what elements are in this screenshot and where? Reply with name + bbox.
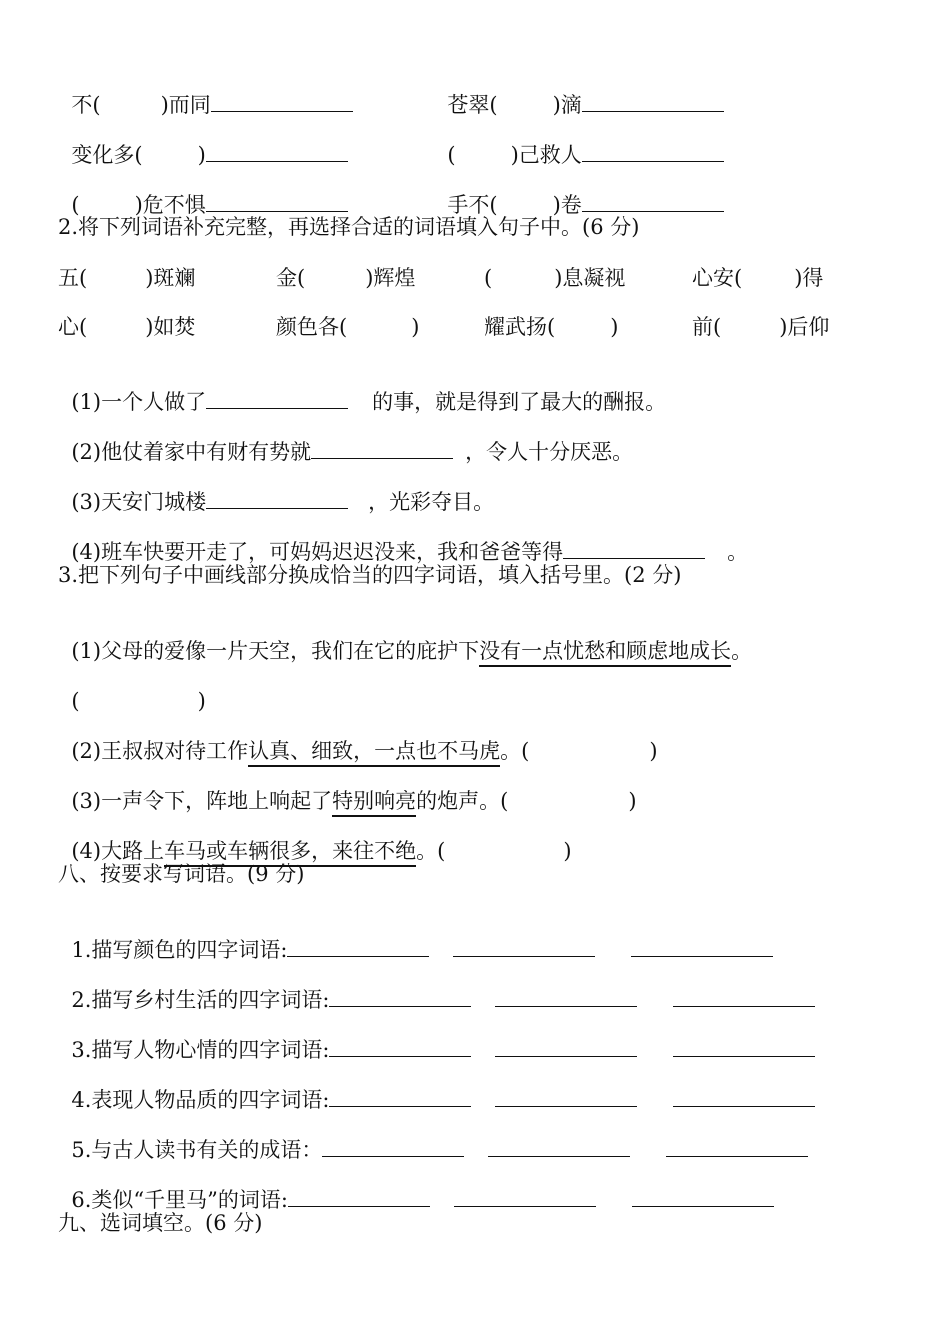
text: (4)大路上 (71, 839, 165, 863)
text: 。( (500, 739, 530, 763)
text: ) (197, 689, 206, 713)
text: 金( (276, 266, 306, 290)
idiom-item (434, 116, 724, 168)
text: )而同 (160, 93, 211, 117)
text: ( (484, 266, 493, 290)
answer-blank[interactable] (673, 1088, 815, 1107)
text: 。 (731, 639, 753, 663)
text: ) (649, 739, 658, 763)
answer-blank[interactable] (206, 143, 348, 162)
idiom-item (58, 314, 195, 340)
text: 1.描写颜色的四字词语: (71, 938, 288, 962)
idiom-item (58, 66, 353, 118)
text: )得 (794, 266, 824, 290)
underlined-phrase: 特别响亮 (332, 789, 416, 817)
rewrite-sentence (58, 712, 658, 764)
idiom-item (276, 265, 415, 291)
text: 变化多( (71, 143, 143, 167)
answer-blank[interactable] (206, 490, 348, 509)
answer-blank[interactable] (582, 193, 724, 212)
text: (1)父母的爱像一片天空，我们在它的庇护下 (71, 639, 480, 663)
text: )己救人 (510, 143, 582, 167)
text: ) (610, 315, 619, 339)
write-words-row (58, 911, 773, 963)
answer-blank[interactable] (329, 1088, 471, 1107)
text: )滴 (552, 93, 582, 117)
text: ( (71, 689, 80, 713)
answer-blank[interactable] (582, 93, 724, 112)
answer-blank[interactable] (287, 938, 429, 957)
text: ( (71, 193, 80, 217)
text: (2)王叔叔对待工作 (71, 739, 249, 763)
write-words-row (58, 1011, 815, 1063)
section-title: 八、按要求写词语。(9 分) (58, 862, 305, 886)
fill-sentence (58, 513, 748, 565)
write-words-row (58, 961, 815, 1013)
text: ，光彩夺目。 (368, 490, 495, 514)
answer-blank[interactable] (454, 1188, 596, 1207)
text: 的炮声。( (416, 789, 509, 813)
answer-blank[interactable] (582, 143, 724, 162)
text: 心安( (692, 266, 743, 290)
write-words-row (58, 1111, 808, 1163)
answer-parentheses[interactable] (58, 662, 206, 714)
text: 耀武扬( (484, 315, 556, 339)
answer-blank[interactable] (563, 540, 705, 559)
write-words-row (58, 1161, 774, 1213)
text: 前( (692, 315, 722, 339)
idiom-item (58, 265, 195, 291)
text: 5.与古人读书有关的成语： (71, 1138, 323, 1162)
text: 不( (71, 93, 101, 117)
text: )斑斓 (145, 266, 196, 290)
idiom-item (484, 314, 618, 340)
section-title: 九、选词填空。(6 分) (58, 1211, 263, 1235)
text: 心( (58, 315, 88, 339)
text: )危不惧 (134, 193, 206, 217)
fill-sentence (58, 463, 494, 515)
fill-sentence (58, 413, 633, 465)
text: (4)班车快要开走了，可妈妈迟迟没来，我和爸爸等得 (71, 540, 564, 564)
text: 颜色各( (276, 315, 348, 339)
text: ) (563, 839, 572, 863)
answer-blank[interactable] (632, 1188, 774, 1207)
idiom-item (58, 166, 348, 218)
answer-blank[interactable] (311, 440, 453, 459)
text: )如焚 (145, 315, 196, 339)
text: 。 (727, 540, 749, 564)
answer-blank[interactable] (329, 988, 471, 1007)
text: 苍翠( (447, 93, 498, 117)
answer-blank[interactable] (206, 390, 348, 409)
underlined-phrase: 认真、细致，一点也不马虎 (248, 739, 500, 767)
answer-blank[interactable] (211, 93, 353, 112)
question-title: 3.把下列句子中画线部分换成恰当的四字词语，填入括号里。(2 分) (58, 563, 682, 587)
text: )后仰 (779, 315, 830, 339)
idiom-item (692, 314, 829, 340)
idiom-item (434, 66, 724, 118)
answer-blank[interactable] (495, 988, 637, 1007)
answer-blank[interactable] (673, 988, 815, 1007)
text: 4.表现人物品质的四字词语: (71, 1088, 330, 1112)
text: ) (411, 315, 420, 339)
answer-blank[interactable] (453, 938, 595, 957)
text: (3)一声令下，阵地上响起了 (71, 789, 333, 813)
text: 3.描写人物心情的四字词语: (71, 1038, 330, 1062)
text: (1)一个人做了 (71, 390, 207, 414)
text: )辉煌 (365, 266, 416, 290)
text: 。( (416, 839, 446, 863)
answer-blank[interactable] (495, 1088, 637, 1107)
answer-blank[interactable] (666, 1138, 808, 1157)
write-words-row (58, 1061, 815, 1113)
idiom-item (276, 314, 419, 340)
answer-blank[interactable] (206, 193, 348, 212)
rewrite-sentence (58, 812, 572, 864)
text: 五( (58, 266, 88, 290)
idiom-item (58, 116, 348, 168)
text: )卷 (552, 193, 582, 217)
question-title: 2.将下列词语补充完整，再选择合适的词语填入句子中。(6 分) (58, 215, 640, 239)
underlined-phrase: 没有一点忧愁和顾虑地成长 (479, 639, 731, 667)
answer-blank[interactable] (631, 938, 773, 957)
text: ，令人十分厌恶。 (465, 440, 634, 464)
idiom-item (434, 166, 724, 218)
answer-blank[interactable] (329, 1038, 471, 1057)
text: (3)天安门城楼 (71, 490, 207, 514)
text: 2.描写乡村生活的四字词语: (71, 988, 330, 1012)
text: (2)他仗着家中有财有势就 (71, 440, 312, 464)
answer-blank[interactable] (322, 1138, 464, 1157)
text: 6.类似“千里马”的词语: (71, 1188, 288, 1212)
answer-blank[interactable] (495, 1038, 637, 1057)
fill-sentence (58, 363, 666, 415)
rewrite-sentence (58, 612, 752, 664)
answer-blank[interactable] (288, 1188, 430, 1207)
answer-blank[interactable] (673, 1038, 815, 1057)
idiom-item (484, 265, 625, 291)
text: ) (197, 143, 206, 167)
answer-blank[interactable] (488, 1138, 630, 1157)
rewrite-sentence (58, 762, 637, 814)
text: 的事，就是得到了最大的酬报。 (372, 390, 667, 414)
text: ) (628, 789, 637, 813)
text: )息凝视 (554, 266, 626, 290)
underlined-phrase: 车马或车辆很多，来往不绝 (164, 839, 416, 867)
text: 手不( (447, 193, 498, 217)
text: ( (447, 143, 456, 167)
idiom-item (692, 265, 823, 291)
